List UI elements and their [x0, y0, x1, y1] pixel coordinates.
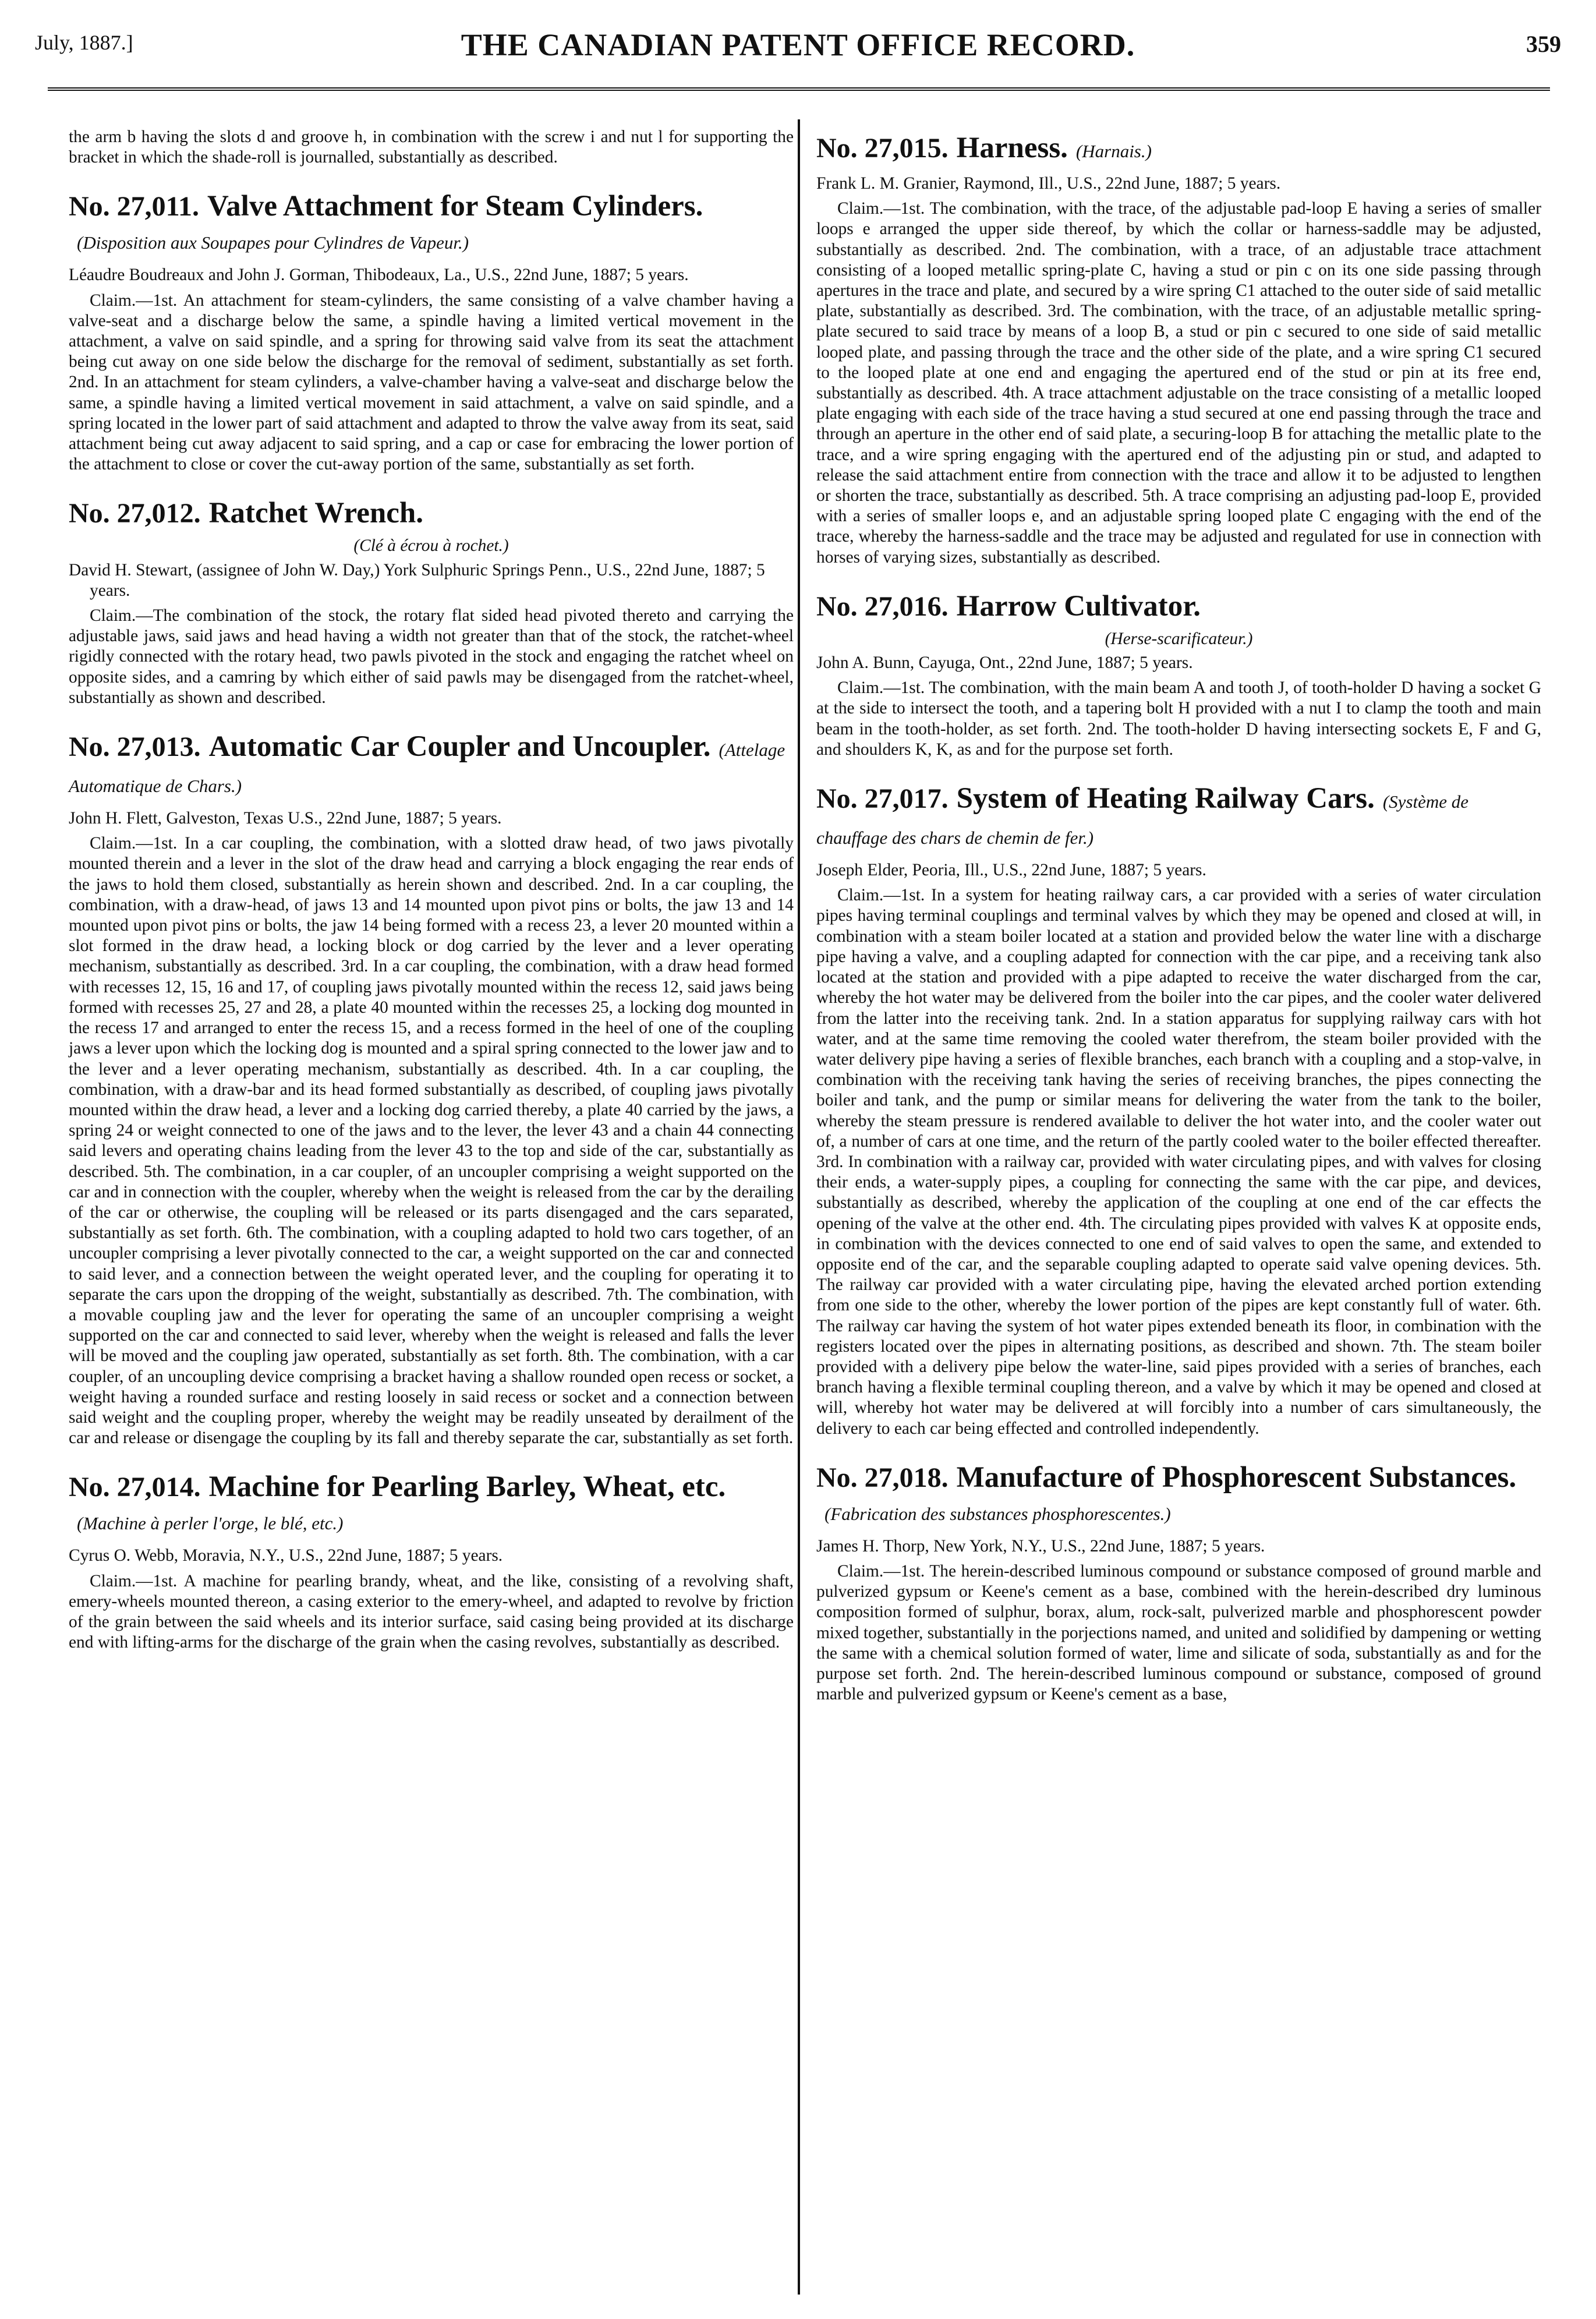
patent-entry-27012	[69, 497, 794, 708]
issue-date: July, 1887.]	[35, 31, 133, 54]
patent-title: Machine for Pearling Barley, Wheat, etc.	[208, 1470, 726, 1504]
patentee: Léaudre Boudreaux and John J. Gorman, Thibodeaux, La., U.S., 22nd June, 1887; 5 years.	[69, 266, 689, 285]
patentee: Joseph Elder, Peoria, Ill., U.S., 22nd June, 1887; 5 years.	[816, 861, 1206, 880]
claim-text: Claim.—1st. An attachment for steam-cylinders, the same consisting of a valve chamber having a valve-seat and a discharge below the same, a spindle having a limited vertical movement in the attachment, a valve on said spindle, and a spring for throwing said valve from its seat the attachment being cut away on one side below the discharge for the removal of sediment, substantially as set forth. 2nd. In an attachment for steam cylinders, a valve-chamber having a valve-seat and discharge below the same, a spindle having a limited vertical movement in said attachment, a valve on said spindle, and a spring located in the lower part of said attachment and adapted to throw the valve away from its seat, said attachment being cut away adjacent to said spring, and a cap or case for embracing the lower portion of the attachment to close or cover the cut-away portion of the same, substantially as set forth.	[69, 291, 794, 474]
patent-title: Ratchet Wrench.	[208, 497, 423, 530]
running-head	[35, 27, 1561, 71]
patent-entry-27016	[816, 590, 1541, 760]
french-title: (Fabrication des substances phosphorescentes.)	[824, 1503, 1171, 1524]
column-divider	[798, 119, 800, 2295]
patent-number: No. 27,015.	[816, 133, 949, 164]
patent-number: No. 27,018.	[816, 1462, 949, 1493]
claim-text: Claim.—1st. In a system for heating railway cars, a car provided with a series of water circulation pipes having terminal couplings and terminal valves by which they may be opened and closed at will, in combination with a steam boiler located at a station and provided below the water line with a discharge pipe having a valve, and a coupling adapted for connection with the car pipe, and a receiving tank also located at the station and provided with a pipe adapted to receive the water discharged from the car, whereby the hot water may be delivered from the boiler into the car pipes, and the cooler water delivered from the latter into the receiving tank. 2nd. In a station apparatus for supplying railway cars with hot water, and at the same time removing the cooled water therefrom, the steam boiler provided with the water delivery pipe having a series of flexible branches, each branch with a coupling and a stop-valve, in combination with the receiving tank having the series of receiving branches, the pipes connecting the boiler and tank, and the pump or similar means for delivering the water from the tank to the boiler, whereby the steam pressure is rendered available to deliver the hot water into, and the cooler water out of, a number of cars at one time, and the return of the partly cooled water to the boiler effected thereafter. 3rd. In combination with a railway car, provided with water circulating pipes, and with valves for closing their ends, a water-supply pipes, a coupling for connecting the same with the car pipe, and devices, substantially as described, whereby the application of the coupling at one end of the car effects the opening of the valve at the other end. 4th. The circulating pipes provided with valves K at opposite ends, in combination with the devices connected to one end of said valves to open the same, and extended to opposite end of the car, and the separable coupling adapted to operate said valve opening devices. 5th. The railway car provided with a water circulating pipe, having the elevated arched portion extending from one side to the other, whereby the lower portion of the pipes are kept constantly full of water. 6th. The railway car having the system of hot water pipes extended beneath its floor, in combination with the registers located over the pipes in alternating positions, as described and shown. 7th. The steam boiler provided with a delivery pipe below the water-line, said pipes provided with a series of branches, each branch having a flexible terminal coupling thereon, and a valve by which it may be opened and closed at will, whereby hot water may be delivered at will forcibly into a number of cars simultaneously, the delivery to each car being effected and controlled independently.	[816, 886, 1541, 1438]
patent-title: Automatic Car Coupler and Uncoupler.	[208, 730, 711, 763]
entry-heading	[69, 190, 794, 259]
patent-number: No. 27,016.	[816, 591, 949, 622]
entry-heading	[69, 1470, 794, 1540]
patent-title: Valve Attachment for Steam Cylinders.	[207, 190, 703, 223]
patent-entry-27013	[69, 730, 794, 1448]
patent-entry-27014	[69, 1470, 794, 1653]
entry-heading	[69, 497, 794, 530]
claim-text: Claim.—1st. The combination, with the main beam A and tooth J, of tooth-holder D having a socket G at the side to intersect the tooth, and a tapering bolt H provided with a nut I to clamp the tooth and main beam in the tooth-holder, as set forth. 2nd. The tooth-holder D having intersecting sockets E, F and G, and shoulders K, K, as and for the purpose set forth.	[816, 678, 1541, 759]
french-title: (Système de chauffage des chars de chemin de fer.)	[816, 791, 1469, 849]
patentee: John H. Flett, Galveston, Texas U.S., 22nd June, 1887; 5 years.	[69, 809, 502, 828]
french-title: (Clé à écrou à rochet.)	[353, 536, 509, 556]
french-title: (Harnais.)	[1075, 141, 1152, 161]
claim-text: Claim.—1st. The combination, with the trace, of the adjustable pad-loop E having a series of smaller loops e arranged the upper side thereof, by which the collar or harness-saddle may be adjusted, substantially as described. 2nd. The combination, with a trace, of an adjustable trace attachment consisting of a looped metallic spring-plate C, having a stud or pin c on its one side passing through apertures in the trace and plate, and secured by a wire spring C1 attached to the outer side of said metallic plate, substantially as described. 3rd. The combination, with the trace, of an adjustable metallic spring-plate secured to said trace by means of a loop B, a stud or pin c secured to one side of said metallic looped plate, and passing through the trace and the other side of the plate, and a wire spring C1 secured to the looped plate at one end and engaging the apertured end of the stud or pin at its free end, substantially as described. 4th. A trace attachment adjustable on the trace consisting of a metallic looped plate engaging with each side of the trace having a stud secured at one end passing through the trace and through an aperture in the other end of said plate, a securing-loop B for attaching the metallic plate to the trace, and a wire spring engaging with the apertured end of the adjusting pin or stud, and adapted to release the said attachment entire from connection with the trace and allow it to be adjusted to lengthen or shorten the trace, substantially as described. 5th. A trace comprising an adjusting pad-loop E, provided with a series of smaller loops e, and an adjustable spring looped plate C engaging with the end of the trace, whereby the harness-saddle and the trace may be adjusted and regulated for use in connection with horses of varying sizes, substantially as described.	[816, 199, 1541, 567]
patent-entry-27018	[816, 1461, 1541, 1705]
patent-entry-27011	[69, 190, 794, 475]
publication-title: THE CANADIAN PATENT OFFICE RECORD.	[461, 27, 1135, 62]
page-number: 359	[1526, 31, 1561, 57]
claim-text: Claim.—The combination of the stock, the rotary flat sided head pivoted thereto and carrying the adjustable jaws, said jaws and head having a width not greater than that of the stock, the ratchet-wheel rigidly connected with the rotary head, two pawls pivoted in the stock and engaging the ratchet wheel on opposite sides, and a camring by which either of said pawls may be disengaged from the ratchet-wheel, substantially as shown and described.	[69, 606, 794, 707]
patent-title: Harness.	[956, 132, 1068, 164]
claim-text: Claim.—1st. A machine for pearling brandy, wheat, and the like, consisting of a revolving shaft, emery-wheels mounted thereon, a casing exterior to the emery-wheel, and adapted to revolve by friction of the grain between the said wheels and its interior surface, said casing being provided at its discharge end with lifting-arms for the discharge of the grain when the casing revolves, substantially as described.	[69, 1571, 794, 1652]
claim-text: Claim.—1st. The herein-described luminous compound or substance composed of ground marble and pulverized gypsum or Keene's cement as a base, combined with the herein-described dry luminous composition formed of sulphur, borax, alum, rock-salt, pulverized marble and phosphorescent powder mixed together, substantially in the porjections named, and united and solidified by dampening or wetting the same with a chemical solution formed of water, lime and silicate of soda, substantially as and for the purpose set forth. 2nd. The herein-described luminous compound or substance, composed of ground marble and pulverized gypsum or Keene's cement as a base,	[816, 1561, 1541, 1704]
patentee: Cyrus O. Webb, Moravia, N.Y., U.S., 22nd June, 1887; 5 years.	[69, 1546, 503, 1565]
claim-text: Claim.—1st. In a car coupling, the combination, with a slotted draw head, of two jaws pivotally mounted therein and a lever in the slot of the draw head and carrying a block engaging the rear ends of the jaws to hold them closed, substantially as herein shown and described. 2nd. In a car coupling, the combination, with a draw-head, of jaws 13 and 14 mounted upon pivot pins or bolts, the jaw 13 and 14 mounted upon pivot pins or bolts, the jaw 14 being formed with a recess 23, a lever 20 mounted within a slot formed in the draw head, a locking block or dog carried by the lever and a lever operating mechanism, substantially as described. 3rd. In a car coupling, the combination, with a draw head formed with recesses 12, 15, 16 and 17, of coupling jaws pivotally mounted within the recess 12, said jaws being formed with recesses 25, 27 and 28, a plate 40 mounted within the recesses 25, a locking dog mounted in the recess 17 and arranged to enter the recess 15, and a recess formed in the heel of one of the coupling jaws a lever upon which the locking dog is mounted and a spiral spring connected to the lower jaw and to the lever and a lever operating mechanism, substantially as described. 4th. In a car coupling, the combination, with a draw-bar and its head formed substantially as described, of coupling jaws pivotally mounted within the draw head, a lever and a locking dog carried thereby, a plate 40 carried by the jaws, a spring 24 or weight connected to one of the jaws and to the lever, the lever 43 and a chain 44 connecting said levers and operating chains leading from the lever 43 to the top and side of the car, substantially as described. 5th. The combination, in a car coupler, of an uncoupler comprising a weight supported on the car and in connection with the coupler, whereby when the weight is released from the car by the derailing of the car or otherwise, the coupling will be released or its parts disengaged and the cars separated, substantially as set forth. 6th. The combination, with a coupling adapted to hold two cars together, of an uncoupler comprising a lever pivotally connected to the car, a weight supported on the car and connected to said lever, and a connection between the weight operated lever, and the coupling for operating it to separate the cars upon the dropping of the weight, substantially as described. 7th. The combination, with a movable coupling jaw and the lever for operating the same of an uncoupler comprising a weight supported on the car and connected to said lever, whereby when the weight is released and falls the lever will be moved and the coupling jaw operated, substantially as set forth. 8th. The combination, with a car coupler, of an uncoupling device comprising a bracket having a shallow rounded open recess or socket, a weight having a rounded surface and resting loosely in said recess or socket and a connection between said weight and the coupling proper, whereby the weight may be readily unseated by derailment of the car and release or disengage the coupling by its fall and thereby separate the car, substantially as set forth.	[69, 834, 794, 1448]
entry-heading	[816, 132, 1541, 168]
patent-number: No. 27,013.	[69, 731, 201, 763]
french-title: (Attelage Automatique de Chars.)	[69, 740, 785, 797]
patent-number: No. 27,014.	[69, 1472, 201, 1503]
entry-heading	[69, 730, 794, 803]
patent-title: System of Heating Railway Cars.	[956, 782, 1375, 815]
patent-title: Manufacture of Phosphorescent Substances.	[956, 1461, 1517, 1494]
french-title: (Herse-scarificateur.)	[1105, 629, 1253, 648]
french-title: (Disposition aux Soupapes pour Cylindres de Vapeur.)	[77, 232, 469, 253]
patent-entry-27017	[816, 782, 1541, 1439]
patentee: Frank L. M. Granier, Raymond, Ill., U.S., 22nd June, 1887; 5 years.	[816, 174, 1281, 193]
right-column	[816, 127, 1541, 1727]
entry-heading	[816, 782, 1541, 854]
patent-number: No. 27,012.	[69, 498, 201, 529]
patent-title: Harrow Cultivator.	[956, 589, 1201, 623]
patentee: David H. Stewart, (assignee of John W. Day,) York Sulphuric Springs Penn., U.S., 22nd June, 1887; 5 years.	[69, 560, 765, 600]
entry-heading	[816, 1461, 1541, 1530]
patent-entry-27015	[816, 132, 1541, 568]
patent-number: No. 27,017.	[816, 783, 949, 815]
continued-claim: the arm b having the slots d and groove h, in combination with the screw i and nut l for supporting the bracket in which the shade-roll is journalled, substantially as described.	[69, 128, 794, 167]
patent-number: No. 27,011.	[69, 191, 200, 222]
patentee: John A. Bunn, Cayuga, Ont., 22nd June, 1887; 5 years.	[816, 653, 1193, 673]
left-column	[69, 127, 794, 1675]
header-rule	[48, 87, 1550, 91]
entry-heading	[816, 590, 1541, 623]
patentee: James H. Thorp, New York, N.Y., U.S., 22nd June, 1887; 5 years.	[816, 1536, 1265, 1556]
french-title: (Machine à perler l'orge, le blé, etc.)	[77, 1513, 344, 1534]
